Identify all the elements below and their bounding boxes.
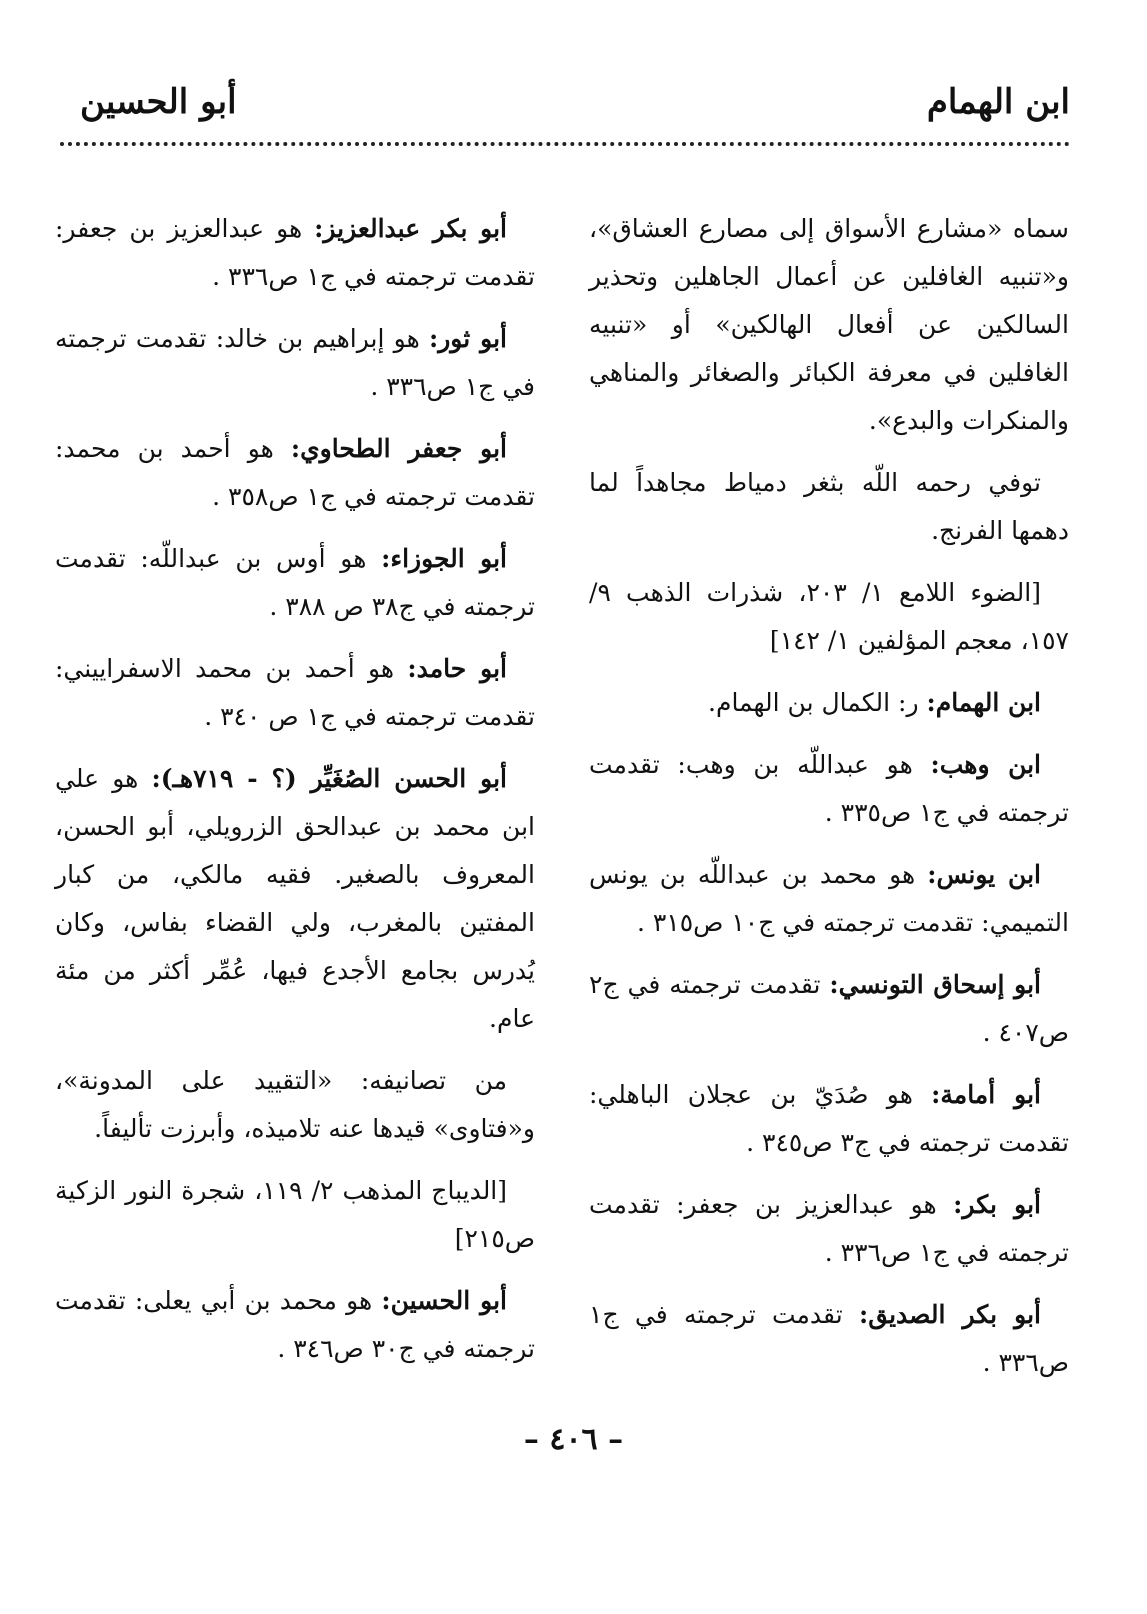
paragraph: توفي رحمه اللّه بثغر دمياط مجاهداً لما دهمها الفرنج. xyxy=(589,468,1069,545)
entry-text: هو صُدَيّ بن عجلان الباهلي: تقدمت ترجمته في ج٣ ص٣٤٥ . xyxy=(589,1080,1069,1157)
entry-text: هو عبداللّه بن وهب: تقدمت ترجمته في ج١ ص٣٣٥ . xyxy=(589,750,1069,827)
entry xyxy=(55,645,535,741)
entry-text: هو أوس بن عبداللّه: تقدمت ترجمته في ج٣٨ ص ٣٨٨ . xyxy=(55,544,535,621)
entry-text: هو علي ابن محمد بن عبدالحق الزرويلي، أبو الحسن، المعروف بالصغير. فقيه مالكي، من كبار المفتين بالمغرب، ولي القضاء بفاس، وكان يُدرس بجامع الأجدع فيها، عُمِّر أكثر من مئة عام. xyxy=(55,764,535,1033)
header-dotted-rule xyxy=(60,142,1070,146)
entry-text: ر: الكمال بن الهمام. xyxy=(708,688,927,717)
entry-term: أبو أمامة: xyxy=(931,1080,1042,1109)
reference-citation: [الضوء اللامع ١/ ٢٠٣، شذرات الذهب ٩/ ١٥٧، معجم المؤلفين ١/ ١٤٢] xyxy=(589,578,1069,655)
entry-term: ابن يونس: xyxy=(927,860,1041,889)
entry xyxy=(589,1181,1069,1277)
entry xyxy=(55,315,535,411)
entry-text: تقدمت ترجمته في ج١ ص٣٣٦ . xyxy=(589,1300,1069,1377)
page-number: – ٤٠٦ – xyxy=(523,1422,624,1457)
entry xyxy=(55,755,535,1043)
entry-text: تقدمت ترجمته في ج٢ ص٤٠٧ . xyxy=(589,970,1069,1047)
entry-term: أبو بكر عبدالعزيز: xyxy=(314,214,507,243)
entry-term: أبو بكر الصديق: xyxy=(859,1300,1041,1329)
entry-term: ابن وهب: xyxy=(930,750,1041,779)
entry-term: أبو بكر: xyxy=(953,1190,1041,1219)
right-column xyxy=(589,205,1069,1401)
entry-text: هو محمد بن عبداللّه بن يونس التميمي: تقدمت ترجمته في ج١٠ ص٣١٥ . xyxy=(589,860,1069,937)
running-header xyxy=(60,82,1070,138)
left-column xyxy=(55,205,535,1387)
header-left-title: أبو الحسين xyxy=(80,82,237,122)
entry-term: أبو حامد: xyxy=(407,654,507,683)
entry xyxy=(55,1277,535,1373)
entry xyxy=(589,741,1069,837)
entry xyxy=(589,961,1069,1057)
paragraph: من تصانيفه: «التقييد على المدونة»، و«فتاوى» قيدها عنه تلاميذه، وأبرزت تأليفاً. xyxy=(55,1066,535,1143)
entry-text: هو أحمد بن محمد الاسفراييني: تقدمت ترجمته في ج١ ص ٣٤٠ . xyxy=(55,654,535,731)
entry-text: هو أحمد بن محمد: تقدمت ترجمته في ج١ ص٣٥٨ . xyxy=(55,434,535,511)
entry-term: أبو الحسن الصُغَيِّر (؟ - ٧١٩هـ): xyxy=(151,764,507,793)
entry xyxy=(589,1071,1069,1167)
entry-term: ابن الهمام: xyxy=(926,688,1041,717)
reference-citation: [الديباج المذهب ٢/ ١١٩، شجرة النور الزكية ص٢١٥] xyxy=(55,1176,535,1253)
entry-text: هو عبدالعزيز بن جعفر: تقدمت ترجمته في ج١ ص٣٣٦ . xyxy=(589,1190,1069,1267)
entry xyxy=(589,679,1069,727)
entry-term: أبو إسحاق التونسي: xyxy=(829,970,1041,999)
entry xyxy=(589,851,1069,947)
entry-term: أبو الجوزاء: xyxy=(381,544,507,573)
entry xyxy=(55,425,535,521)
entry-term: أبو ثور: xyxy=(429,324,507,353)
paragraph: سماه «مشارع الأسواق إلى مصارع العشاق»، و«تنبيه الغافلين عن أعمال الجاهلين وتحذير السالكين عن أفعال الهالكين» أو «تنبيه الغافلين في معرفة الكبائر والصغائر والمناهي والمنكرات والبدع». xyxy=(589,214,1069,435)
entry-term: أبو جعفر الطحاوي: xyxy=(290,434,507,463)
header-right-title: ابن الهمام xyxy=(926,82,1070,122)
entry xyxy=(589,1291,1069,1387)
entry-text: هو عبدالعزيز بن جعفر: تقدمت ترجمته في ج١ ص٣٣٦ . xyxy=(55,214,535,291)
entry xyxy=(55,535,535,631)
entry-term: أبو الحسين: xyxy=(381,1286,507,1315)
entry xyxy=(55,205,535,301)
entry-text: هو إبراهيم بن خالد: تقدمت ترجمته في ج١ ص٣٣٦ . xyxy=(55,324,535,401)
entry-text: هو محمد بن أبي يعلى: تقدمت ترجمته في ج٣٠ ص٣٤٦ . xyxy=(55,1286,535,1363)
